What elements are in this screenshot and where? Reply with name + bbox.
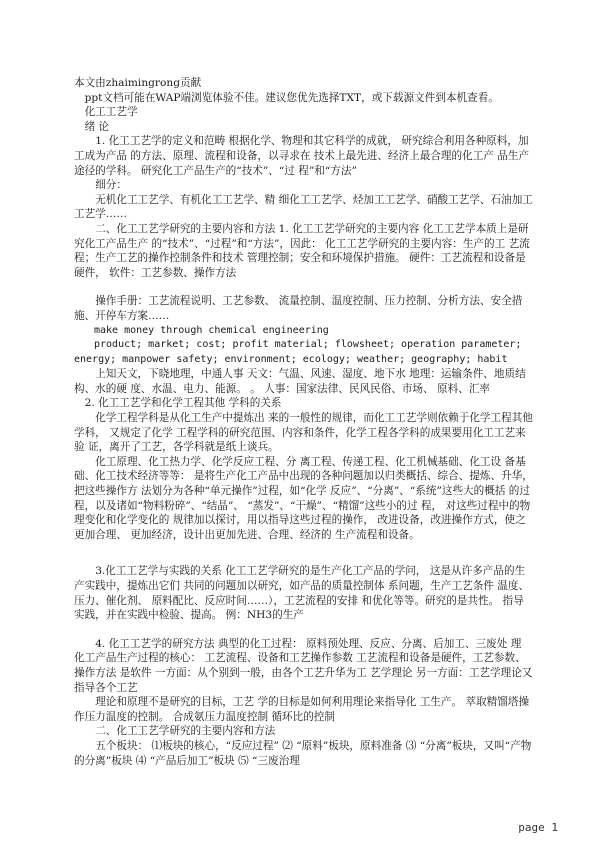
english-keywords: product; market; cost; profit material; flowsheet; operation parameter; energy; manpower safety; environment; ecology; weather; geography; habit <box>74 339 528 365</box>
paragraph-main-content: 二、化工工艺学研究的主要内容和方法 1. 化工工艺学研究的主要内容 化工工艺学本质上是研究化工产品生产 的“技术”、“过程”和“方法”，因此： 化工工艺学研究的主要内容：生产的工 艺流程；生产工艺的操作控制条件和技术 管理控制；安全和环境保护措施。 硬件：工艺流程和设备是硬件， 软件：工艺参数、操作方法 <box>74 222 530 279</box>
paragraph-astronomy-geography: 上知天文，下晓地理，中通人事 天文：气温、风速、湿度、地下水 地理：运输条件、地质结构、水的硬 度、水温、电力、能源。 。 人事：国家法律、民风民俗、市场、 原料、汇率 <box>74 368 526 395</box>
intro-heading: 绪 论 <box>84 120 110 133</box>
format-notice: ppt文档可能在WAP端浏览体验不佳。建议您优先选择TXT，或下载源文件到本机查看。 <box>84 91 499 104</box>
paragraph-chem-engineering: 化学工程学科是从化工生产中提炼出 来的一般性的规律，而化工工艺学则依赖于化学工程其他学科， 又规定了化学 工程学科的研究范围、内容和条件，化学工程各学科的成果要用化工工艺来验 证，离开了工艺，各学科就是纸上谈兵。 <box>74 412 533 454</box>
document-title: 化工工艺学 <box>84 106 138 119</box>
paragraph-definition: 1. 化工工艺学的定义和范畴 根据化学、物理和其它科学的成就， 研究综合利用各种原料，加工成为产品 的方法、原理、流程和设备，以寻求在 技术上最先进、经济上最合理的化工产 品生产途径的学科。 研究化工产品生产的“技术”、“过 程”和“方法” <box>74 135 530 177</box>
attribution: 本文由zhaimingrong贡献 <box>74 77 202 89</box>
subdivision-list: 无机化工工艺学、有机化工工艺学、精 细化工工艺学、烃加工工艺学、硝酸工艺学、石油加工工艺学…… <box>74 193 533 221</box>
paragraph-manual: 操作手册：工艺流程说明、工艺参数、 流量控制、温度控制、压力控制、分析方法、安全措施、开停车方案…… <box>74 295 523 322</box>
spacer <box>74 623 534 637</box>
document-body <box>74 76 534 768</box>
paragraph-unit-operations: 化工原理、化工热力学、化学反应工程、分 离工程、传递工程、化工机械基础、化工设 备基础、化工技术经济等等： 是将生产化工产品中出现的各种问题加以归类概括、综合、提炼、升华，把这些操作方 法划分为各种“单元操作”过程，如“化学 反应”、“分离”、“系统”这些大的概括 的过程，以及诸如“物料粉碎”、“结晶”、 “蒸发”、“干燥”、“精馏”这些小的过 程， 对这些过程中的物理变化和化学变化的 规律加以探讨，用以指导这些过程的操作， 改进设备，改进操作方式，使之更加合理、 更加经济，设计出更加先进、合理、经济的 生产流程和设备。 <box>74 455 533 541</box>
paragraph-research-method: 4. 化工工艺学的研究方法 典型的化工过程： 原料预处理、反应、分离、后加工、三废处 理 化工产品生产过程的核心： 工艺流程、设备和工艺操作参数 工艺流程和设备是硬件，工艺参数、操作方法 是软件 一方面：从个别到一般，由各个工艺升华为工 艺学理论 另一方面：工艺学理论又指导各个工艺 <box>74 637 533 694</box>
paragraph-practice: 3.化工工艺学与实践的关系 化工工艺学研究的是生产化工产品的学问， 这是从许多产品的生产实践中，提炼出它们 共同的问题加以研究，如产品的质量控制体 系问题，生产工艺条件 温度、压力、催化剂、 原料配比、反应时间……），工艺流程的安排 和优化等等。研究的是共性。 指导实践，并在实践中检验、提高。 例：NH3的生产 <box>74 565 530 622</box>
spacer <box>74 542 534 564</box>
english-phrase: make money through chemical engineering <box>94 324 329 336</box>
section-2-heading: 2. 化工工艺学和化学工程其他 学科的关系 <box>84 397 282 410</box>
page-number: page 1 <box>518 821 558 834</box>
paragraph-theory: 理论和原理不是研究的目标，工艺 学的目标是如何利用理论来指导化 工生产。 萃取精馏塔操作压力温度的控制。 合成氨压力温度控制 循环比的控制 <box>74 696 530 723</box>
spacer <box>74 280 534 294</box>
section-heading-repeat: 二、化工工艺学研究的主要内容和方法 <box>95 725 276 738</box>
subdivision-label: 细分： <box>95 179 127 192</box>
paragraph-five-sections: 五个板块： ⑴板块的核心，“反应过程” ⑵ “原料”板块，原料准备 ⑶ “分离”板块，又叫“产物的分离”板块 ⑷ “产品后加工”板块 ⑸ “三废治理 <box>74 739 532 767</box>
